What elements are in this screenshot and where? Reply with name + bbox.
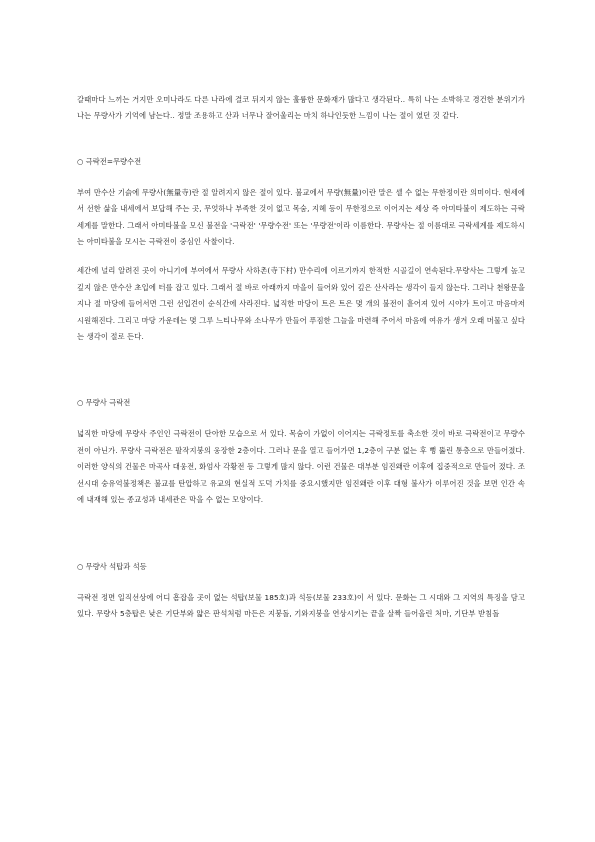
section-heading-1: ○ 극락전=무량수전: [77, 156, 142, 166]
document-page: [77, 92, 525, 622]
section-heading-2: ○ 무량사 극락전: [77, 398, 131, 408]
intro-paragraph: 갈때마다 느끼는 거지만 오미나라도 다른 나라에 결코 뒤지지 않는 훌륭한 문화재가 많다고 생각된다.. 특히 나는 소박하고 경건한 분위기가 나는 무량사가 기억에 남는다.. 정말 조용하고 산과 너무나 잘어울리는 마치 하나인듯한 느낌이 나는 절이 였던 것 같다.: [77, 95, 526, 121]
body-paragraph-4: 극락전 정면 일직선상에 어디 흠잡을 곳이 없는 석탑(보물 185호)과 석등(보물 233호)이 서 있다. 문화는 그 시대와 그 지역의 특징을 담고 있다. 무량사 5층탑은 낮은 기단부와 얇은 판석처럼 마든은 지붕돌, 기와지붕을 연상시키는 끝을 살짝 들어올린 처마, 기단부 받침돌: [77, 592, 525, 618]
section-heading-3: ○ 무량사 석탑과 석등: [77, 561, 147, 571]
body-paragraph-1: 부여 만수산 기슭에 무량사(無量寺)란 절 알려지지 않은 절이 있다. 불교에서 무량(無量)이란 말은 셀 수 없는 무한정이란 의미이다. 현세에서 선한 삶을 내세에서 보답해 주는 곳, 무엇하나 부족한 것이 없고 목숨, 지혜 등이 무한정으로 이어지는 세상 즉 아미타불이 제도하는 극락세계를 말한다. 그래서 아미타불을 모신 불전을 '극락전' '무량수전' 또는 '무량전'이라 이름한다. 무량사는 절 이름대로 극락세계를 제도하시는 아미타불을 모시는 극락전이 중심인 사찰이다.: [77, 187, 525, 247]
body-paragraph-2: 세간에 널리 알려진 곳이 아니기에 부여에서 무량사 사하촌(寺下村) 만수리에 이르기까지 한적한 시골길이 연속된다.무량사는 그렇게 높고 깊지 않은 만수산 초입에 터를 잡고 있다. 그래서 절 바로 아래까지 마을이 들어와 있어 깊은 산사라는 생각이 들지 않는다. 그러나 천왕문을 지나 절 마당에 들어서면 그런 선입견이 순식간에 사라진다. 넓직한 마당이 트은 트은 몇 개의 불전이 흩어져 있어 시야가 트이고 마음마저 시원해진다. 그리고 마당 가운데는 몇 그루 느티나무와 소나무가 만들어 푸짐한 그늘을 마련해 주어서 마음에 여유가 생겨 오래 머물고 싶다는 생각이 절로 든다.: [77, 266, 525, 342]
body-paragraph-3: 넓직한 마당에 무량사 주인인 극락전이 단아한 모습으로 서 있다. 목숨이 가없이 이어지는 극락정토를 축소한 것이 바로 극락전이고 무량수전이 아닌가. 무량사 극락전은 팔작지붕의 웅장한 2층이다. 그러나 문을 열고 들어가면 1,2층이 구분 없는 후 뻥 뚫린 통층으로 만들어졌다. 이러한 양식의 건물은 마곡사 대웅전, 화엄사 각황전 등 그렇게 많지 않다. 이런 건물은 대부분 임진왜란 이후에 집중적으로 만들어 졌다. 조선시대 숭유억불정책은 불교를 탄압하고 유교의 현실적 도덕 가치를 중요시했지만 임진왜란 이후 대형 불사가 이루어진 것을 보면 인간 속에 내재해 있는 종교성과 내세관은 막을 수 없는 모양이다.: [77, 429, 525, 505]
